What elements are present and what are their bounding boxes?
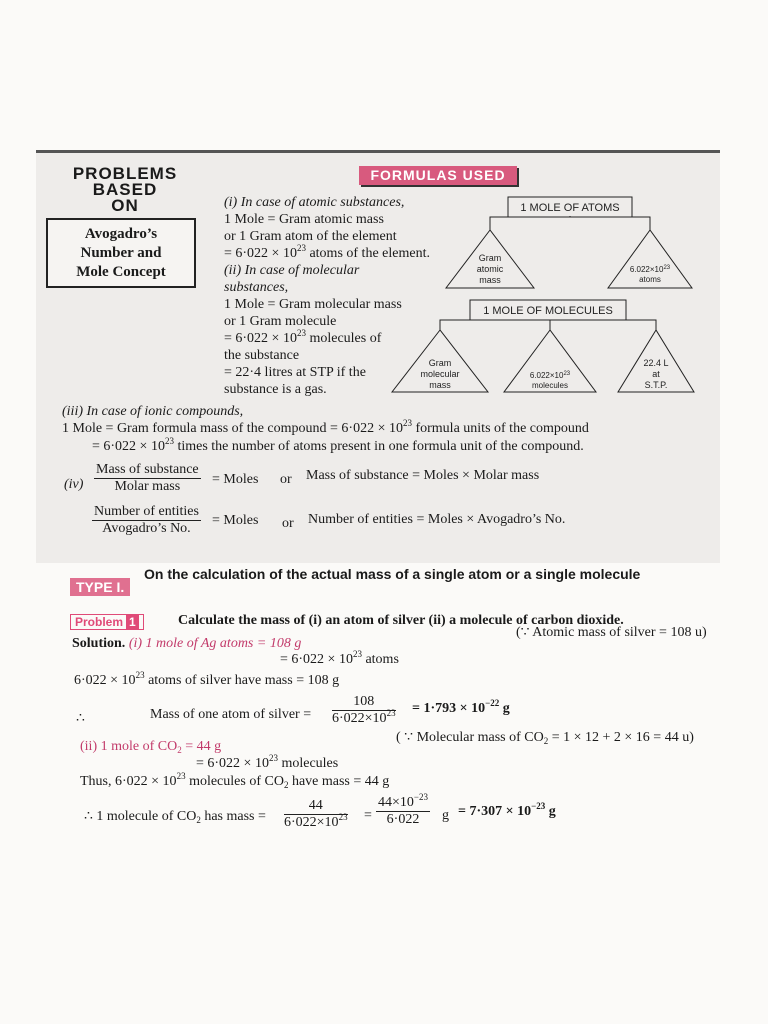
topic-line: Number and [80, 245, 162, 261]
problem-statement: Calculate the mass of (i) an atom of silver (ii) a molecule of carbon dioxide. [178, 613, 624, 628]
formula-eq: = Moles [212, 472, 259, 487]
solution-line: $6\cdot 022 \times 10^{23}$ atoms of silver have mass = 108 g [74, 670, 340, 688]
formula-line: substances, [224, 280, 289, 295]
molecules-right-line: S.T.P. [644, 380, 668, 390]
solution-line: = $6\cdot 022 \times 10^{23}$ atoms [280, 649, 399, 667]
solution-line: = $6\cdot 022 \times 10^{23}$ molecules [196, 753, 339, 771]
therefore-symbol: ∴ [76, 711, 85, 726]
fraction-denominator: Molar mass [114, 479, 181, 494]
note-line: (∵ Atomic mass of silver = 108 u) [516, 625, 707, 640]
molecules-mid-line: molecules [531, 381, 569, 390]
formula-eq: = Moles [212, 513, 259, 528]
fraction-denominator: $6\cdot 022\times 10^{23}$ [332, 708, 396, 726]
formula-line: 1 Mole = Gram atomic mass [224, 212, 384, 227]
formula-line: or 1 Gram atom of the element [224, 229, 397, 244]
fraction-numerator: 108 [332, 694, 396, 711]
topic-line: Avogadro’s [84, 226, 158, 242]
atoms-left-line: atomic [476, 264, 504, 274]
molecules-left-line: molecular [420, 369, 460, 379]
problem-badge: Problem 1 [70, 614, 144, 630]
formula-line: 1 Mole = Gram molecular mass [224, 297, 402, 312]
solution-line: ∴ 1 molecule of $CO_2$ has mass = [84, 809, 266, 825]
molecules-right-line: 22.4 L [643, 358, 669, 368]
solution-line: Solution. (i) 1 mole of Ag atoms = 108 g [72, 636, 302, 651]
fraction-numerator: Number of entities [94, 504, 199, 519]
note-line: ( ∵ Molecular mass of $CO_2 = 1 \times 12 + 2 \times 16 = 44$ u) [396, 730, 694, 746]
unit-g: g [442, 808, 449, 823]
fraction-denominator: 6·022 [386, 812, 420, 827]
formula-line: Mass of substance = Moles × Molar mass [306, 468, 540, 483]
heading-line: ON [111, 196, 139, 215]
molecules-right-line: at [652, 369, 660, 379]
formulas-used-badge: FORMULAS USED [359, 166, 517, 185]
formula-line: substance is a gas. [224, 382, 327, 397]
or-text: or [280, 472, 292, 487]
molecules-mid-line: $6.022\times 10^{23}$ [529, 371, 571, 380]
formula-line: = $6\cdot 022 \times 10^{23}$ molecules of [224, 328, 382, 346]
equals-sign: = [364, 808, 372, 823]
molecules-left-line: Gram [428, 358, 452, 368]
molecule-mass-fraction-2 [376, 792, 430, 828]
formula-line: or 1 Gram molecule [224, 314, 337, 329]
or-text: or [282, 516, 294, 531]
atom-mass-fraction [332, 694, 396, 727]
moles-fraction [94, 462, 201, 495]
solution-line: Thus, $6\cdot 022 \times 10^{23}$ molecules of $CO_2$ have mass = 44 g [80, 771, 390, 790]
solution-line: (ii) 1 mole of $CO_2 = 44$ g [80, 739, 222, 755]
fraction-numerator: Mass of substance [96, 462, 199, 477]
formula-line: 1 Mole = Gram formula mass of the compound = $6\cdot 022 \times 10^{23}$ formula units of the compound [62, 418, 589, 436]
molecule-mass-fraction [284, 798, 348, 831]
molecules-title: 1 MOLE OF MOLECULES [483, 305, 613, 317]
topic-line: Mole Concept [76, 264, 166, 280]
fraction-numerator: 44 [284, 798, 348, 815]
formula-line: (iii) In case of ionic compounds, [62, 404, 244, 419]
atoms-left-line: mass [479, 275, 501, 285]
formula-label: (iv) [64, 477, 84, 492]
molecules-left-line: mass [429, 380, 451, 390]
solution-line: Mass of one atom of silver = [150, 707, 312, 722]
formula-line: (i) In case of atomic substances, [224, 195, 405, 210]
formula-line: = $6\cdot 022 \times 10^{23}$ atoms of the element. [224, 243, 430, 261]
atoms-right-line: $6.022\times 10^{23}$ [629, 265, 671, 274]
formula-line: Number of entities = Moles × Avogadro’s No. [308, 512, 566, 527]
type-badge: TYPE I. [70, 578, 130, 596]
fraction-numerator: $44\times 10^{-23}$ [378, 792, 428, 810]
fraction-denominator: $6\cdot 022\times 10^{23}$ [284, 812, 348, 830]
atoms-left-line: Gram [478, 253, 502, 263]
result-line: = $1\cdot 793 \times 10^{-22}$ g [412, 698, 510, 716]
fraction-denominator: Avogadro’s No. [102, 521, 191, 536]
heading-line: BASED [92, 180, 158, 199]
type-title: On the calculation of the actual mass of a single atom or a single molecule [144, 566, 641, 582]
result-line: = $7\cdot 307 \times 10^{-23}$ g [458, 801, 556, 819]
formula-line: = 22·4 litres at STP if the [224, 365, 366, 380]
formula-line: (ii) In case of molecular [224, 263, 360, 278]
atoms-title: 1 MOLE OF ATOMS [520, 202, 620, 214]
heading-line: PROBLEMS [72, 164, 178, 183]
formula-line: the substance [224, 348, 300, 363]
atoms-right-line: atoms [639, 275, 661, 284]
entities-fraction [92, 504, 201, 537]
formula-line: = $6\cdot 022 \times 10^{23}$ times the number of atoms present in one formula unit of the compound. [92, 436, 584, 454]
mole-diagram [0, 0, 768, 400]
